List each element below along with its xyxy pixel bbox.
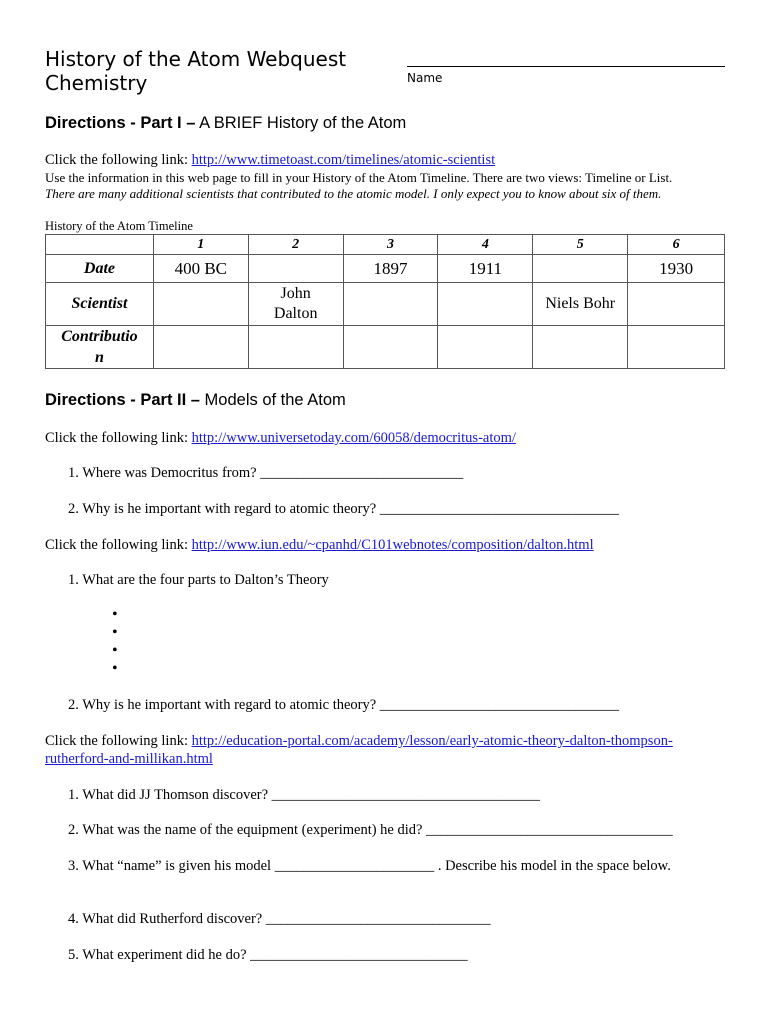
dalton-bullet[interactable]: • (112, 642, 118, 659)
table-corner-cell (46, 235, 154, 255)
thomson-question-3[interactable]: 3. What “name” is given his model ______________________ . Describe his model in the space below. (68, 858, 671, 874)
table-row-scientist (46, 283, 725, 326)
scientist-cell[interactable]: John Dalton (248, 283, 343, 326)
democritus-link-line (45, 430, 516, 447)
dalton-question-2[interactable]: 2. Why is he important with regard to atomic theory? _________________________________ (68, 697, 620, 713)
rutherford-question-4[interactable]: 4. What did Rutherford discover? _______________________________ (68, 911, 491, 927)
part2-heading-rest: Models of the Atom (199, 391, 346, 409)
dalton-link[interactable]: http://www.iun.edu/~cpanhd/C101webnotes/composition/dalton.html (191, 537, 594, 553)
part1-link-prefix: Click the following link: (45, 152, 192, 168)
column-header: 1 (153, 235, 248, 255)
scientist-cell[interactable] (438, 283, 533, 326)
timeline-table (45, 234, 725, 369)
table-header-row (46, 235, 725, 255)
column-header: 3 (343, 235, 438, 255)
contribution-cell[interactable] (533, 326, 628, 369)
row-label-date: Date (46, 255, 154, 283)
part2-heading (45, 391, 346, 410)
column-header: 4 (438, 235, 533, 255)
scientist-cell[interactable]: Niels Bohr (533, 283, 628, 326)
thomson-question-2[interactable]: 2. What was the name of the equipment (experiment) he did? __________________________________ (68, 822, 673, 838)
column-header: 2 (248, 235, 343, 255)
dalton-bullet[interactable]: • (112, 624, 118, 641)
democritus-question-2[interactable]: 2. Why is he important with regard to atomic theory? _________________________________ (68, 501, 620, 517)
timetoast-link[interactable]: http://www.timetoast.com/timelines/atomic-scientist (191, 152, 496, 168)
contribution-cell[interactable] (438, 326, 533, 369)
date-cell[interactable] (248, 255, 343, 283)
democritus-question-1[interactable]: 1. Where was Democritus from? ____________________________ (68, 465, 464, 481)
dalton-bullet[interactable]: • (112, 606, 118, 623)
date-cell[interactable]: 1930 (628, 255, 725, 283)
scientist-cell[interactable] (153, 283, 248, 326)
dalton-bullet[interactable]: • (112, 660, 118, 677)
scientist-cell[interactable] (343, 283, 438, 326)
portal-link-continued[interactable]: rutherford-and-millikan.html (45, 751, 213, 767)
portal-link-line (45, 733, 673, 750)
table-row-contribution (46, 326, 725, 369)
rutherford-question-5[interactable]: 5. What experiment did he do? ______________________________ (68, 947, 468, 963)
thomson-question-1[interactable]: 1. What did JJ Thomson discover? _____________________________________ (68, 787, 540, 803)
name-label: Name (407, 71, 443, 85)
table-row-date (46, 255, 725, 283)
dalton-link-prefix: Click the following link: (45, 537, 192, 553)
column-header: 6 (628, 235, 725, 255)
timeline-caption: History of the Atom Timeline (45, 219, 193, 233)
date-cell[interactable]: 1897 (343, 255, 438, 283)
date-cell[interactable]: 400 BC (153, 255, 248, 283)
part1-link-line (45, 152, 495, 169)
column-header: 5 (533, 235, 628, 255)
contribution-cell[interactable] (628, 326, 725, 369)
title-line-2: Chemistry (45, 71, 148, 95)
dalton-question-1[interactable]: 1. What are the four parts to Dalton’s Theory (68, 572, 329, 588)
row-label-scientist: Scientist (46, 283, 154, 326)
dalton-link-line (45, 537, 594, 554)
title-line-1: History of the Atom Webquest (45, 47, 347, 71)
part2-heading-bold: Directions - Part II – (45, 391, 200, 409)
worksheet-title (45, 47, 346, 95)
portal-link-prefix: Click the following link: (45, 733, 192, 749)
row-label-contribution: Contributio n (46, 326, 154, 369)
part1-note: There are many additional scientists that contributed to the atomic model. I only expect you to know about six of them. (45, 186, 662, 201)
portal-link[interactable]: http://education-portal.com/academy/lesson/early-atomic-theory-dalton-thompson- (191, 733, 673, 749)
date-cell[interactable]: 1911 (438, 255, 533, 283)
part1-heading-rest: A BRIEF History of the Atom (195, 114, 407, 132)
democritus-link-prefix: Click the following link: (45, 430, 192, 446)
part1-heading-bold: Directions - Part I – (45, 114, 196, 132)
part1-instructions: Use the information in this web page to fill in your History of the Atom Timeline. There are two views: Timeline or List. (45, 170, 673, 185)
name-field-line[interactable] (407, 66, 725, 67)
contribution-cell[interactable] (248, 326, 343, 369)
date-cell[interactable] (533, 255, 628, 283)
part1-heading (45, 114, 406, 133)
portal-link-line-2 (45, 751, 213, 768)
contribution-cell[interactable] (343, 326, 438, 369)
scientist-cell[interactable] (628, 283, 725, 326)
contribution-cell[interactable] (153, 326, 248, 369)
democritus-link[interactable]: http://www.universetoday.com/60058/democritus-atom/ (191, 430, 516, 446)
